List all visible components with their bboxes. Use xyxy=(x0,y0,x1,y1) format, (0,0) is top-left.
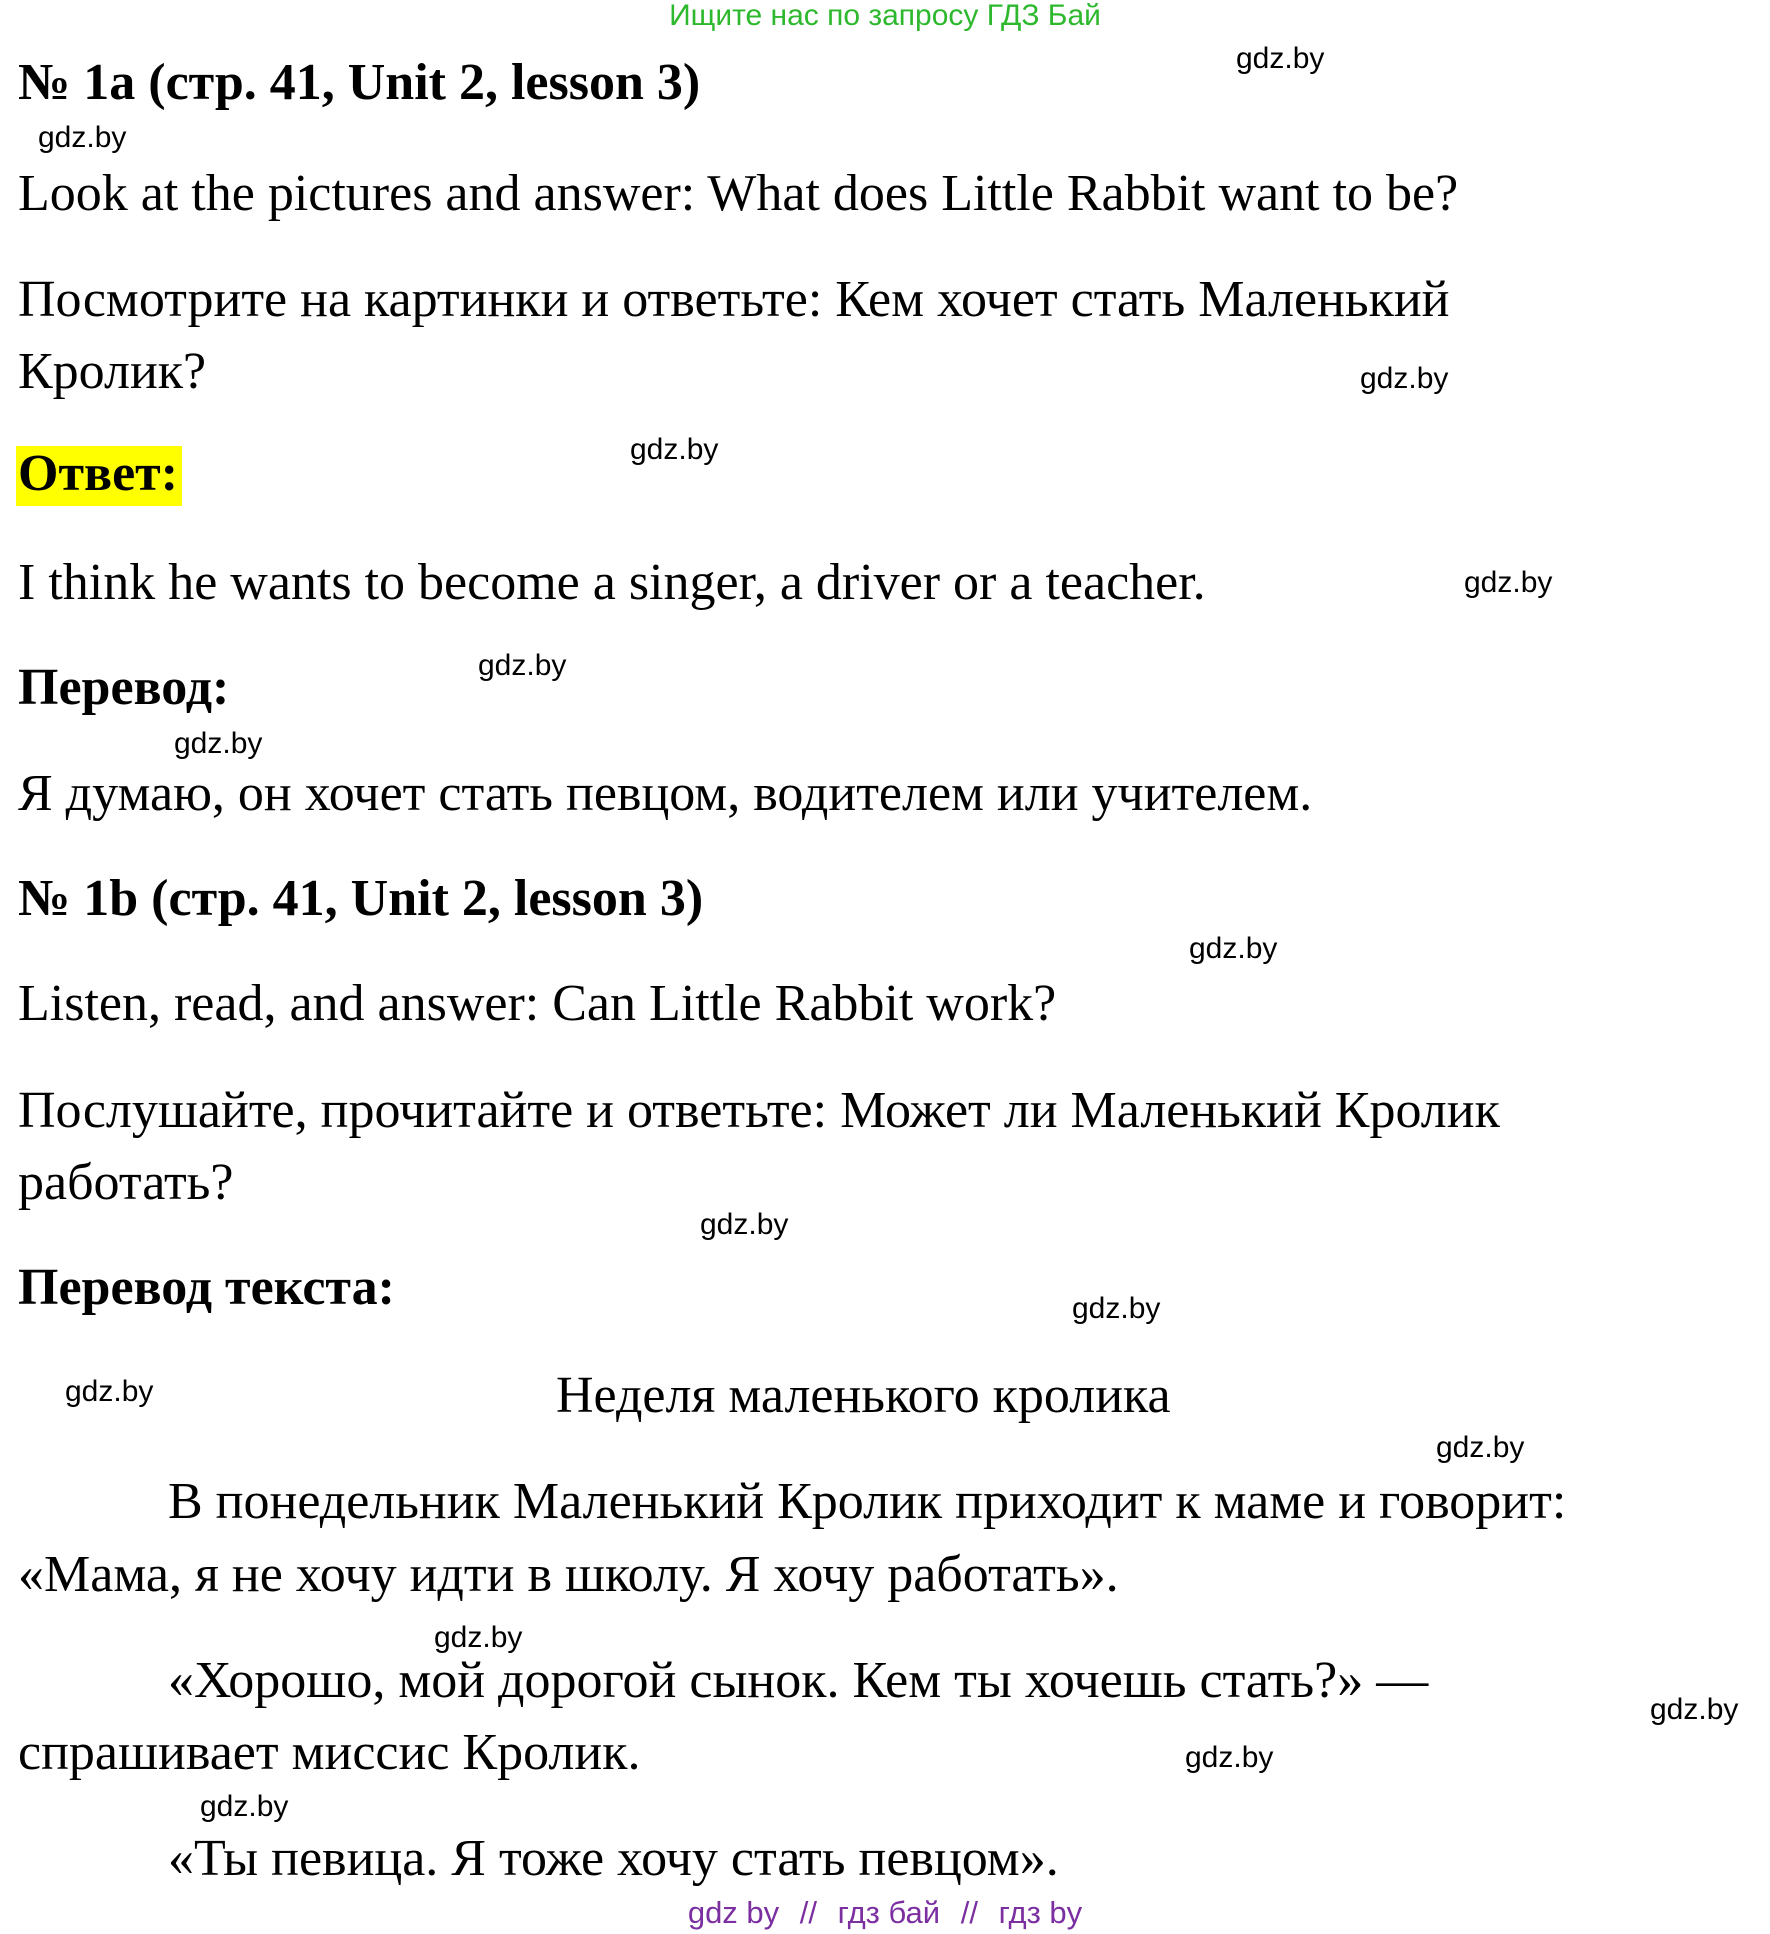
footer-part-1: gdz by xyxy=(687,1895,780,1930)
watermark: gdz.by xyxy=(1072,1292,1161,1325)
watermark: gdz.by xyxy=(478,649,567,682)
task-1b-heading: № 1b (стр. 41, Unit 2, lesson 3) xyxy=(18,870,704,927)
watermark: gdz.by xyxy=(700,1208,789,1241)
watermark: gdz.by xyxy=(1236,42,1325,75)
watermark: gdz.by xyxy=(65,1375,154,1408)
watermark: gdz.by xyxy=(1650,1693,1739,1726)
watermark: gdz.by xyxy=(38,121,127,154)
text-translation-label: Перевод текста: xyxy=(18,1259,395,1316)
answer-text: I think he wants to become a singer, a driver or a teacher. xyxy=(18,554,1206,611)
story-p2-line2: спрашивает миссис Кролик. xyxy=(18,1724,641,1781)
watermark: gdz.by xyxy=(174,727,263,760)
watermark: gdz.by xyxy=(1360,362,1449,395)
story-p1-line2: «Мама, я не хочу идти в школу. Я хочу работать». xyxy=(18,1546,1119,1603)
watermark: gdz.by xyxy=(434,1621,523,1654)
task-1a-question-en: Look at the pictures and answer: What does Little Rabbit want to be? xyxy=(18,165,1459,222)
story-title: Неделя маленького кролика xyxy=(556,1367,1171,1424)
task-1a-question-ru-line2: Кролик? xyxy=(18,343,207,400)
footer-separator: // xyxy=(799,1895,818,1930)
task-1a-heading: № 1a (стр. 41, Unit 2, lesson 3) xyxy=(18,54,701,111)
footer-part-2: гдз бай xyxy=(837,1895,941,1930)
watermark: gdz.by xyxy=(630,433,719,466)
story-p3-line1: «Ты певица. Я тоже хочу стать певцом». xyxy=(168,1830,1059,1887)
top-banner: Ищите нас по запросу ГДЗ Бай xyxy=(669,0,1101,32)
task-1b-question-ru-line1: Послушайте, прочитайте и ответьте: Может ли Маленький Кролик xyxy=(18,1082,1500,1139)
translation-label: Перевод: xyxy=(18,659,230,716)
task-1b-question-en: Listen, read, and answer: Can Little Rabbit work? xyxy=(18,975,1057,1032)
footer-separator: // xyxy=(960,1895,978,1930)
task-1a-question-ru-line1: Посмотрите на картинки и ответьте: Кем хочет стать Маленький xyxy=(18,271,1450,328)
task-1b-question-ru-line2: работать? xyxy=(18,1154,234,1211)
footer xyxy=(0,1897,1770,1928)
story-p2-line1: «Хорошо, мой дорогой сынок. Кем ты хочешь стать?» — xyxy=(168,1652,1429,1709)
watermark: gdz.by xyxy=(1464,566,1553,599)
watermark: gdz.by xyxy=(1189,932,1278,965)
watermark: gdz.by xyxy=(1185,1741,1274,1774)
watermark: gdz.by xyxy=(1436,1431,1525,1464)
story-p1-line1: В понедельник Маленький Кролик приходит к маме и говорит: xyxy=(168,1473,1567,1530)
watermark: gdz.by xyxy=(200,1790,289,1823)
footer-part-3: гдз by xyxy=(998,1895,1083,1930)
translation-text: Я думаю, он хочет стать певцом, водителем или учителем. xyxy=(18,765,1313,822)
answer-label: Ответ: xyxy=(16,446,182,506)
